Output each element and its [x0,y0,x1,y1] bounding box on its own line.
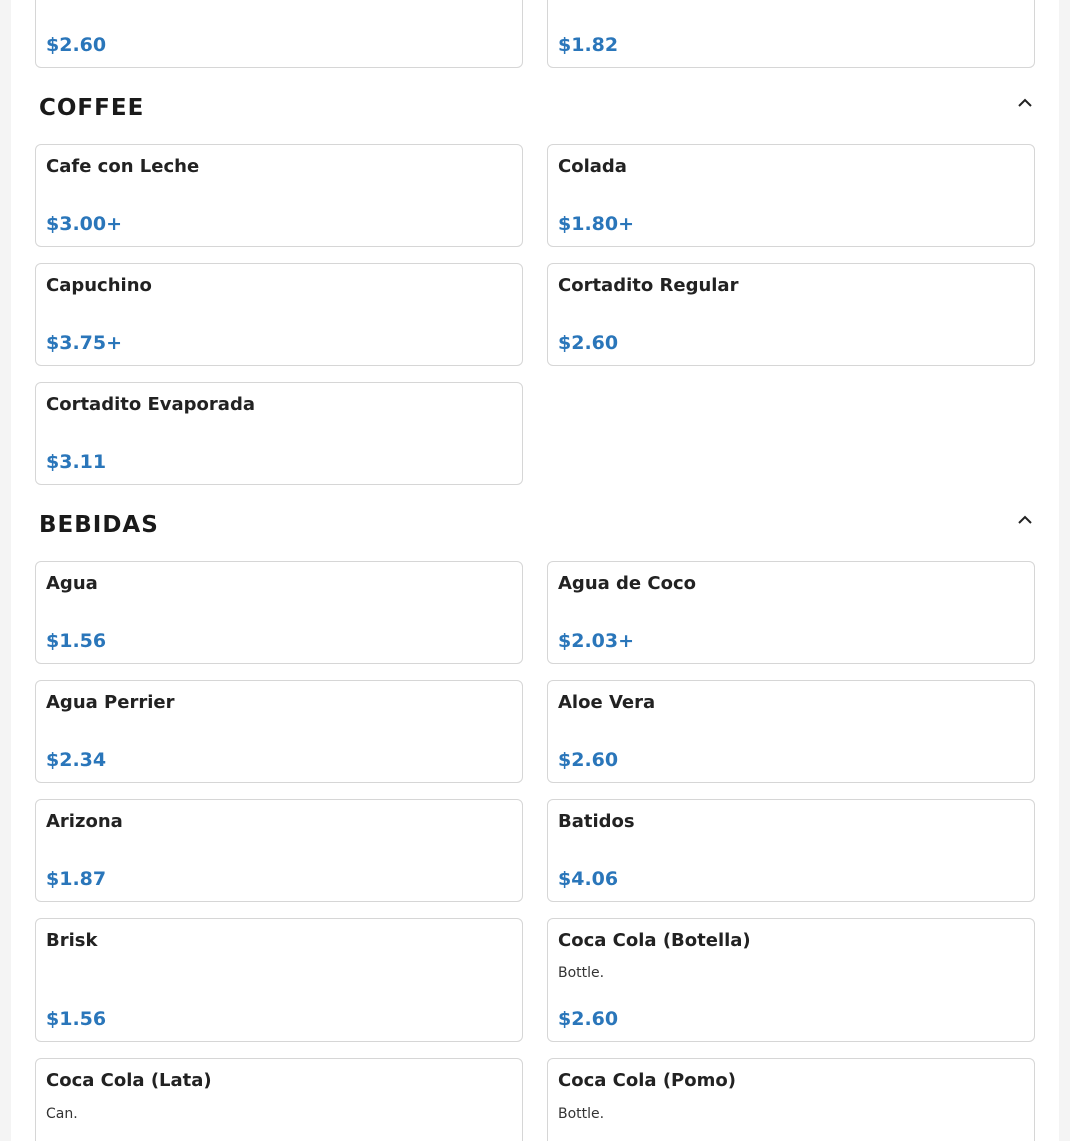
menu-item-card[interactable] [547,263,1035,366]
item-name: Arizona [46,811,123,832]
menu-item-card[interactable] [35,0,523,68]
menu-item-card[interactable] [35,1058,523,1141]
item-price: $2.60 [558,332,619,354]
item-name: Capuchino [46,275,152,296]
item-name: Coca Cola (Botella) [558,930,751,951]
item-description: Can. [46,1106,78,1122]
chevron-up-icon[interactable] [1017,513,1033,525]
chevron-up-icon[interactable] [1017,96,1033,108]
menu-item-card[interactable] [547,561,1035,664]
section-title-bebidas: BEBIDAS [39,512,159,538]
item-name: Agua de Coco [558,573,697,594]
item-name: Agua [46,573,98,594]
item-price: $4.06 [558,868,619,890]
menu-item-card[interactable] [547,144,1035,247]
item-description: Bottle. [558,1106,605,1122]
menu-item-card[interactable] [547,680,1035,783]
item-name: Cortadito Evaporada [46,394,255,415]
item-price: $2.03+ [558,630,635,652]
item-name: Coca Cola (Pomo) [558,1070,736,1091]
item-name: Batidos [558,811,635,832]
menu-item-card[interactable] [35,561,523,664]
item-price: $2.60 [558,749,619,771]
item-name: Cortadito Regular [558,275,739,296]
item-name: Brisk [46,930,98,951]
menu-item-card[interactable] [35,263,523,366]
item-name: Agua Perrier [46,692,175,713]
menu-item-card[interactable] [35,382,523,485]
menu-item-card[interactable] [35,799,523,902]
item-price: $2.60 [46,34,107,56]
item-price: $2.60 [558,1008,619,1030]
menu-item-card[interactable] [547,799,1035,902]
item-name: Aloe Vera [558,692,656,713]
item-price: $1.56 [46,1008,107,1030]
item-price: $1.87 [46,868,107,890]
item-name: Colada [558,156,627,177]
menu-item-card[interactable] [35,680,523,783]
menu-item-card[interactable] [547,1058,1035,1141]
item-price: $3.00+ [46,213,123,235]
section-title-coffee: COFFEE [39,95,145,121]
item-price: $3.75+ [46,332,123,354]
item-price: $1.56 [46,630,107,652]
item-price: $2.34 [46,749,107,771]
menu-item-card[interactable] [547,918,1035,1042]
menu-item-card[interactable] [547,0,1035,68]
item-price: $1.82 [558,34,619,56]
item-name: Cafe con Leche [46,156,200,177]
menu-item-card[interactable] [35,918,523,1042]
item-price: $3.11 [46,451,107,473]
menu-item-card[interactable] [35,144,523,247]
item-price: $1.80+ [558,213,635,235]
item-description: Bottle. [558,965,605,981]
item-name: Coca Cola (Lata) [46,1070,212,1091]
